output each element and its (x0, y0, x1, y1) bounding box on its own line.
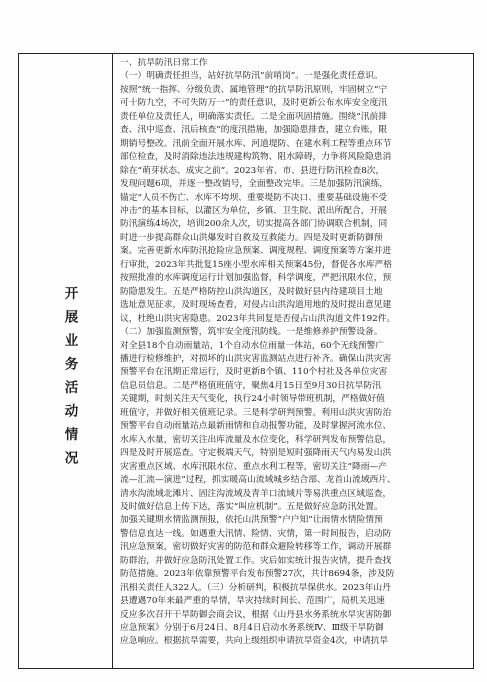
body-text-line: 锚定“人员不伤亡、水库不垮坝、重要堤防不决口、重要基础设施不受 (120, 192, 387, 203)
body-text-line: 预警平台自动雨量站点最新雨情和自动报警功能，及时掌握河流水位、 (120, 421, 392, 432)
body-text-line: 及时做好信息上传下达，落实“叫应机制”。五是做好应急防汛处置。 (120, 501, 383, 512)
body-text-line: 清水沟流域北滩片、固注沟流域及青羊口流域片等易洪重点区域巡查， (120, 488, 392, 499)
body-text-line: 时进一步提高群众山洪爆发时自救及互救能力。四是及时更新防御预 (120, 232, 383, 243)
body-text-line: 应急预案》分别于6月24日、8月4日启动水务系统Ⅳ、Ⅲ级干旱防御 (120, 623, 384, 634)
body-text-line: 反应多次召开干旱防御会商会议，根据《山丹县水务系统水旱灾害防御 (120, 609, 392, 620)
label-column (19, 54, 113, 668)
body-text-line: 责任单位及责任人，明确落实责任。二是全面巩固措施。围绕“汛前排 (120, 111, 387, 122)
body-text-line: 除在“萌芽状态、成灾之前”。2023年省、市、县进行防汛检查8次， (120, 165, 385, 176)
body-text-line: 防汛演练4场次，培训200余人次，切实提高各部门协调联合机制，同 (120, 219, 388, 230)
body-text-line: （一）明确责任担当，站好抗旱防汛“前哨岗”。一是强化责任意识。 (120, 71, 383, 82)
body-text-line: 信息员信息。二是严格值班值守，聚焦4月15日至9月30日抗旱防汛 (120, 380, 381, 391)
body-text-line: 流—汇流—演进”过程，抓实暖高山流域城乡结合部、龙首山流域西片、 (120, 475, 396, 486)
body-text-line: 关键期，时刻关注天气变化，执行24小时领导带班机制，严格做好值 (120, 394, 385, 405)
body-text-line: 选址意见征求，及时现场查看，对侵占山洪沟道用地的及时提出意见建 (120, 300, 392, 311)
body-text-line: 发现问题6项，并逐一整改销号，全面整改完毕。三是加强防汛演练， (120, 179, 389, 190)
body-text-line: 班值守，并做好相关值班记录。三是科学研判预警。利用山洪灾害防治 (120, 407, 392, 418)
body-text-line: 冲击”的基本目标，以灌区为单位，乡镇、卫生院、派出所配合，开展 (120, 205, 387, 216)
body-text-line: 水库入水量，密切关注出库流量及水位变化，科学研判发布预警信息， (120, 434, 392, 445)
body-text-line: 预警平台在汛期正常运行，及时更新8个镇、110个村社及各单位灾害 (120, 367, 388, 378)
body-text-line: 防范措施。2023年依靠预警平台发布预警27次，共计8694条，涉及防 (120, 569, 395, 580)
body-text-line: 行审批，2023年共批复15座小型水库相关预案45份，督促各水库严格 (120, 259, 393, 270)
content-column (113, 54, 473, 668)
body-text-line: 县遭遇70年来最严重的旱情，旱灾持续时间长、范围广，局机关迅速 (120, 596, 385, 607)
body-text-line: 应急响应。根据抗旱需要，共向上级组织申请抗旱资金4次，申请抗旱 (120, 636, 389, 647)
body-text-line: 部位检查，及时消除违法违规建构筑物、阻水障碍，力争将风险隐患消 (120, 152, 392, 163)
body-text-line: 灾害重点区域、水库汛限水位、重点水利工程等，密切关注“降雨—产 (120, 461, 387, 472)
body-text-line: 防隐患发生。五是严格防控山洪沟道区，及时做好县内待建项目土地 (120, 286, 383, 297)
section-label: 开展业务活动情况 (61, 286, 78, 474)
body-text-line: 播进行检修维护，对损坏的山洪灾害监测站点进行补齐。确保山洪灾害 (120, 353, 392, 364)
body-text-line: 期销号整改。汛前全面开展水库、河道堤防、在建水利工程等重点环节 (120, 138, 392, 149)
body-text-line: 案。完善更新水库防汛抢险应急预案、调度规程、调度预案等方案并进 (120, 246, 392, 257)
body-text-line: 汛应急预案，密切做好灾害的防范和群众避险转移等工作，调动开展群 (120, 542, 392, 553)
section-heading: 一、抗旱防汛日常工作 (120, 58, 208, 68)
body-text-line: 可十防九空，不可失防万一”的责任意识，及时更新公布水库安全度汛 (120, 98, 387, 109)
body-text-line: 按照批准的水库调度运行计划加强监督，科学调度，严把汛限水位，预 (120, 273, 392, 284)
form-table (18, 53, 474, 669)
body-text-line: 警信息直达一线。如遇重大汛情、险情、灾情，第一时间报告，启动防 (120, 528, 392, 539)
body-text-line: 四是及时开展巡查。守定极端天气，特别是短时强降雨天气内易发山洪 (120, 448, 392, 459)
body-text-line: 查、汛中巡查、汛后核查”的度汛措施，加强隐患排查，建立台账，限 (120, 125, 387, 136)
body-text-line: 议，杜绝山洪灾害隐患。2023年共回复是否侵占山洪沟道文件192件。 (120, 313, 396, 324)
body-text-line: 按照“统一指挥、分级负责、属地管理”的抗旱防汛原则，牢固树立“宁 (120, 84, 388, 95)
body-text-line: 对全县18个自动雨量站，1个自动水位雨量一体站，60个无线预警广 (120, 340, 385, 351)
body-text-line: 汛相关责任人322人。（三）分析研判，积极抗旱保供水。2023年山丹 (120, 582, 391, 593)
body-text-line: （二）加强监测预警，筑牢安全度汛防线。一是维修养护预警设备。 (120, 327, 383, 338)
body-text-line: 加强关键期水情监测预报，依托山洪预警“户户知”让雨情水情险情预 (120, 515, 383, 526)
body-text-line: 防群治，并做好应急防汛处置工作。灾后如实统计报告灾情，提升查找 (120, 555, 392, 566)
